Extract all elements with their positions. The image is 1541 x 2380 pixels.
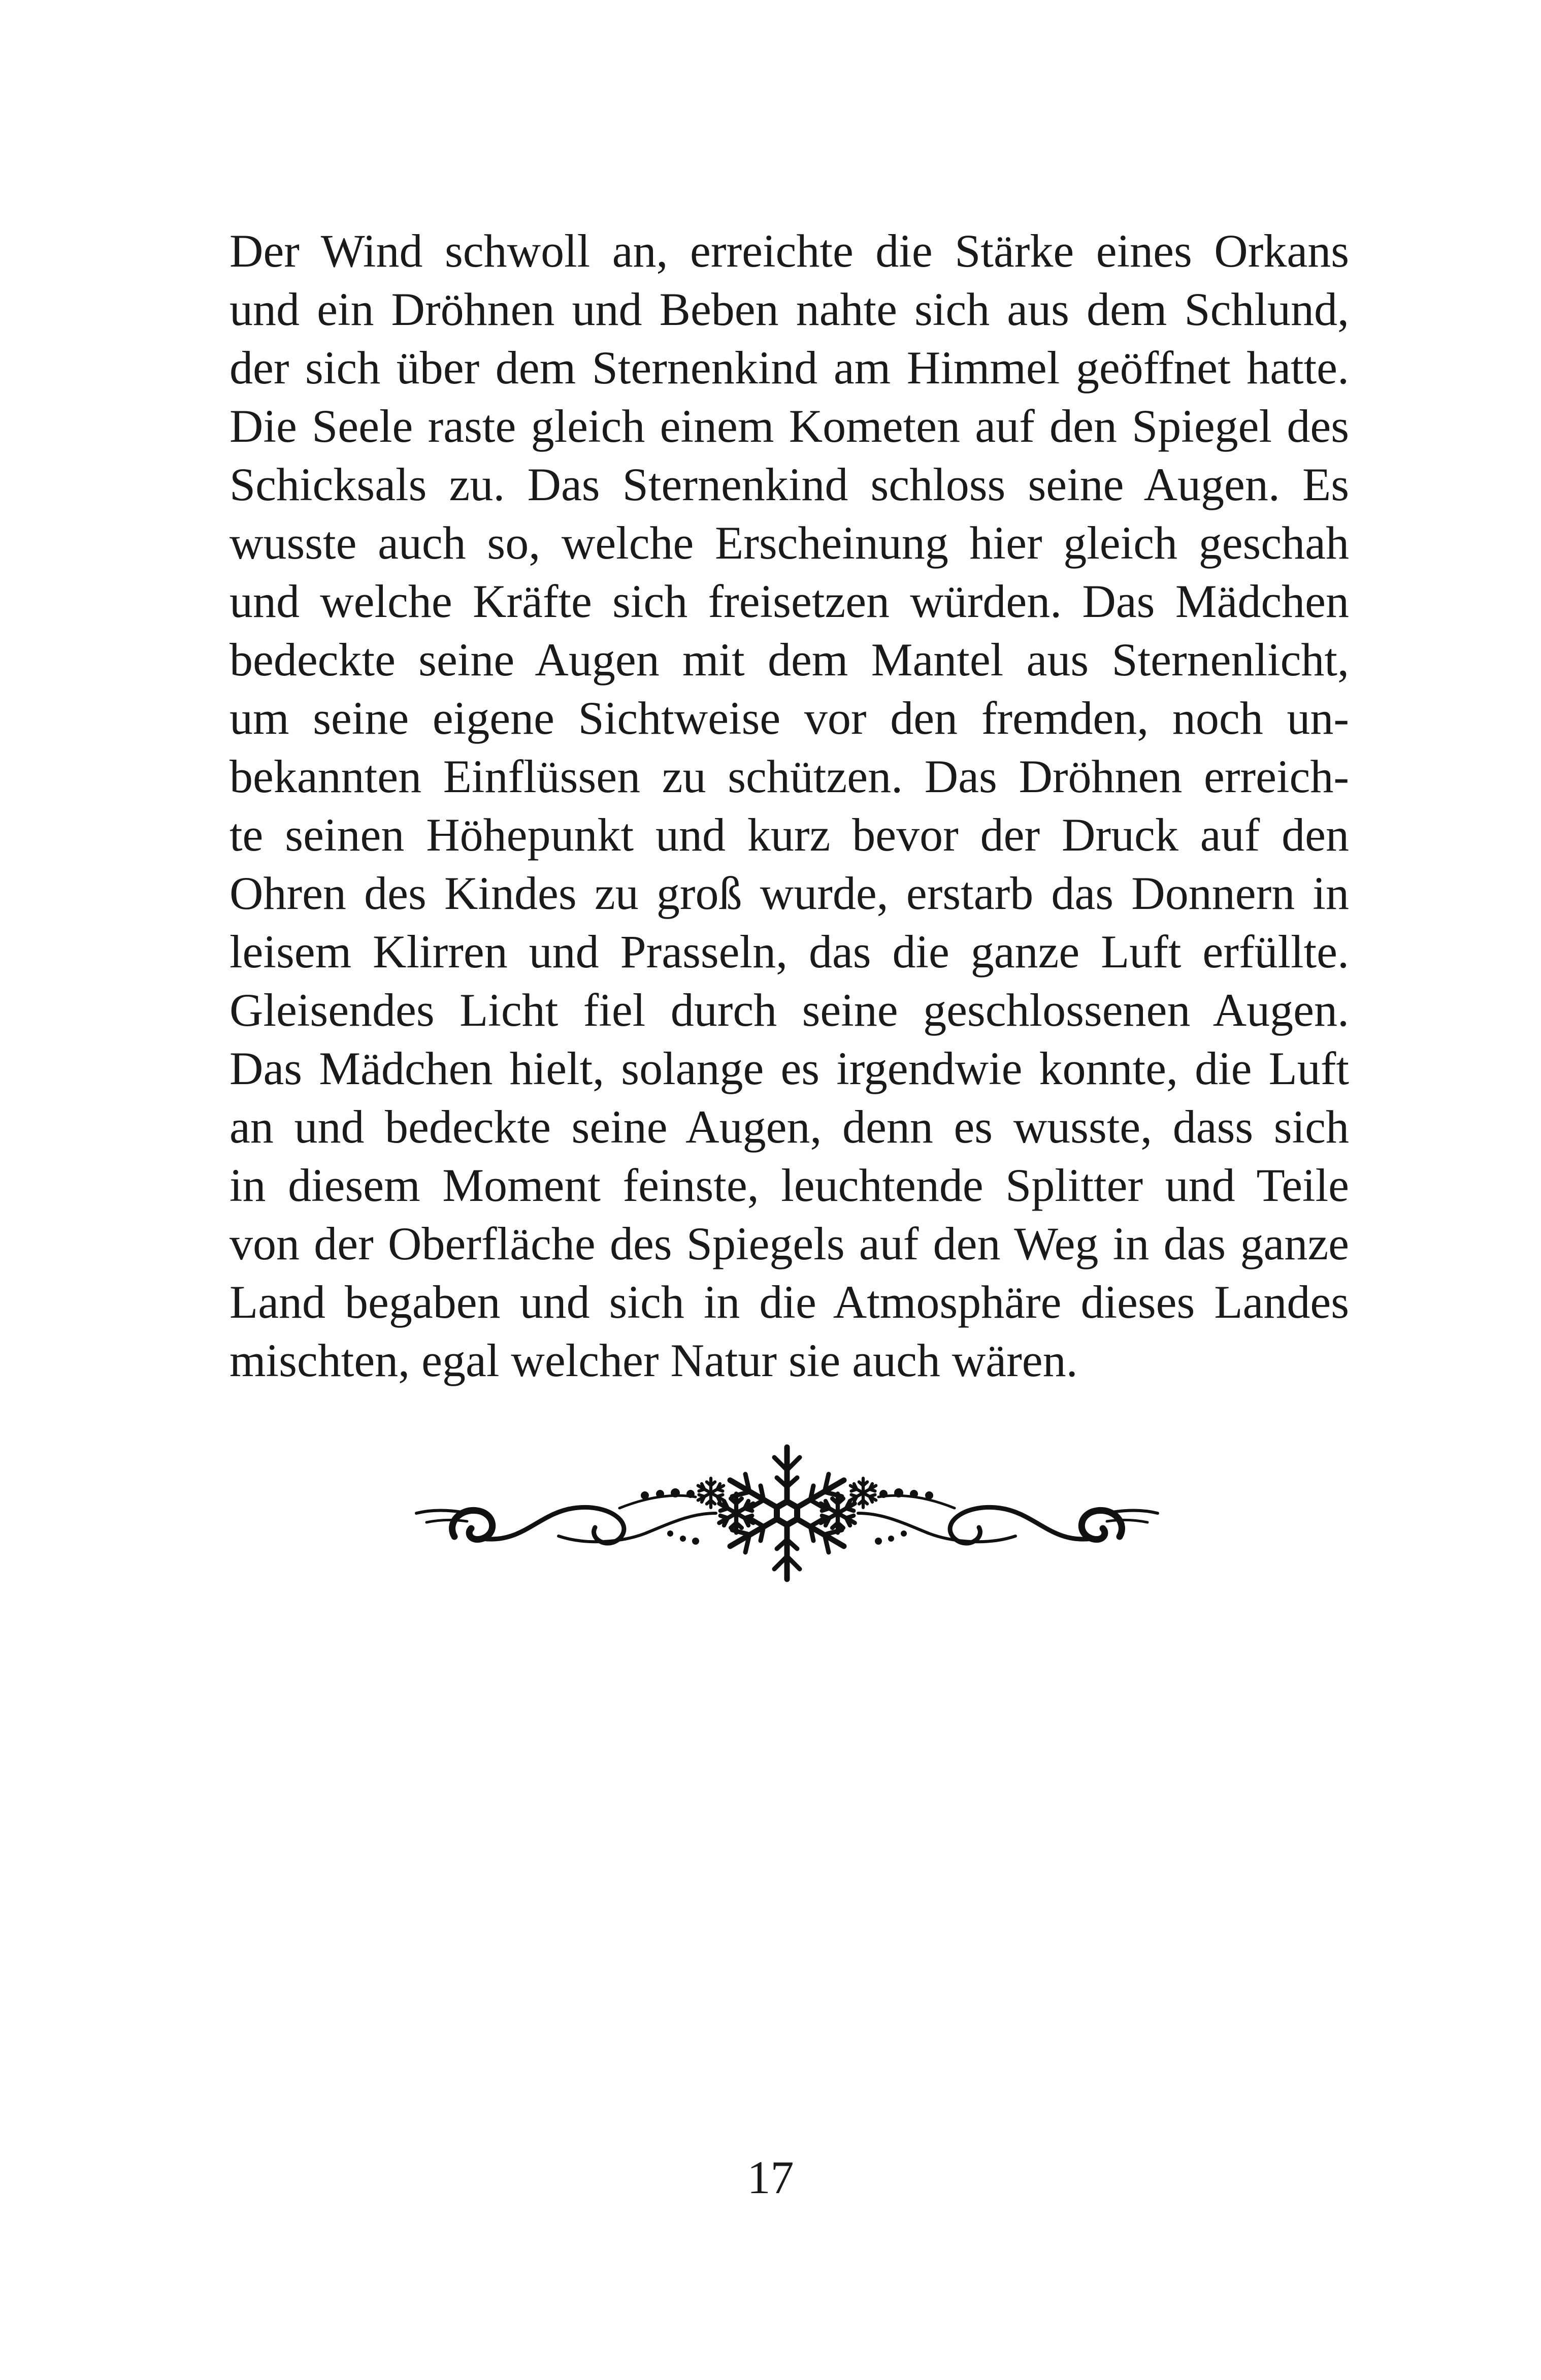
text-line: in diesem Moment feinste, leuchtende Splitter und Teile (229, 1159, 1349, 1211)
text-line: leisem Klirren und Prasseln, das die ganze Luft erfüllte. (229, 926, 1349, 977)
text-line: der sich über dem Sternenkind am Himmel geöffnet hatte. (229, 342, 1349, 394)
body-paragraph (229, 222, 1349, 1390)
text-line: und ein Dröhnen und Beben nahte sich aus dem Schlund, (229, 283, 1349, 335)
page-number: 17 (747, 2151, 794, 2203)
text-line: Ohren des Kindes zu groß wurde, erstarb das Donnern in (229, 867, 1349, 919)
text-line: um seine eigene Sichtweise vor den fremden, noch un- (229, 692, 1349, 744)
text-line: Gleisendes Licht fiel durch seine geschlossenen Augen. (229, 984, 1349, 1036)
text-line: Schicksals zu. Das Sternenkind schloss seine Augen. Es (229, 459, 1349, 510)
text-line: wusste auch so, welche Erscheinung hier gleich geschah (229, 517, 1349, 569)
text-line: Land begaben und sich in die Atmosphäre dieses Landes (229, 1276, 1349, 1328)
text-line: bekannten Einflüssen zu schützen. Das Dröhnen erreich- (229, 751, 1349, 802)
text-line: Das Mädchen hielt, solange es irgendwie konnte, die Luft (229, 1042, 1349, 1094)
text-line: bedeckte seine Augen mit dem Mantel aus Sternenlicht, (229, 634, 1349, 686)
text-line: und welche Kräfte sich freisetzen würden. Das Mädchen (229, 575, 1349, 627)
text-line: Der Wind schwoll an, erreichte die Stärke eines Orkans (229, 225, 1349, 277)
text-line: an und bedeckte seine Augen, denn es wusste, dass sich (229, 1101, 1349, 1153)
text-line: von der Oberfläche des Spiegels auf den Weg in das ganze (229, 1218, 1349, 1269)
text-line: te seinen Höhepunkt und kurz bevor der Druck auf den (229, 809, 1349, 861)
text-line: mischten, egal welcher Natur sie auch wären. (229, 1334, 1078, 1386)
text-line: Die Seele raste gleich einem Kometen auf den Spiegel des (229, 400, 1349, 452)
snowflake-flourish-ornament-icon (406, 1437, 1168, 1589)
